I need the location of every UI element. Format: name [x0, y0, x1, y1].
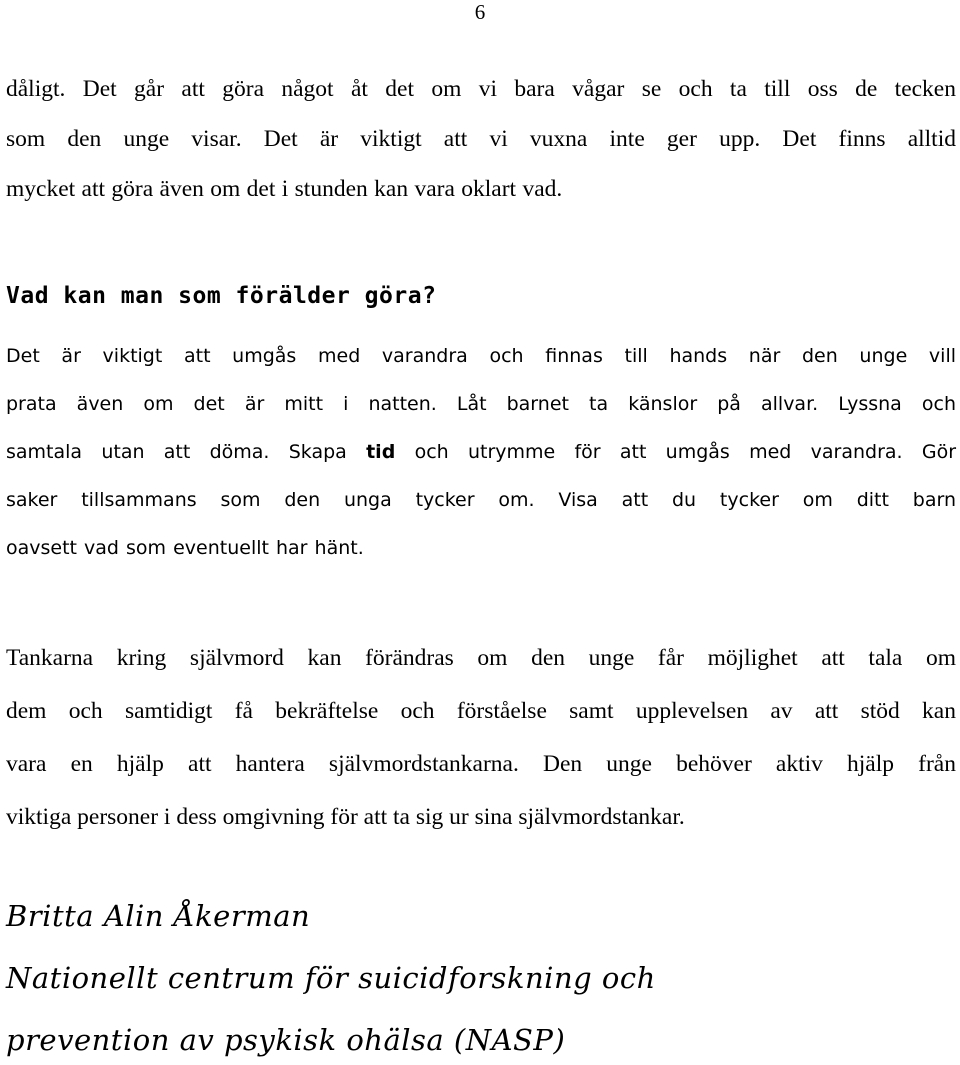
paragraph-line: mycket att göra även om det i stunden kan vara oklart vad.: [6, 176, 563, 202]
emphasis-word: tid: [366, 441, 396, 463]
paragraph-line: viktiga personer i dess omgivning för att ta sig ur sina självmordstankar.: [6, 804, 685, 830]
organization-line-1: Nationellt centrum för suicidforskning och: [6, 961, 656, 995]
organization-line-2: prevention av psykisk ohälsa (NASP): [6, 1023, 566, 1057]
page-number: 6: [474, 0, 486, 24]
paragraph-line: Det är viktigt att umgås med varandra och finnas till hands när den unge vill: [6, 345, 956, 367]
author-name: Britta Alin Åkerman: [6, 899, 311, 933]
paragraph-line: Tankarna kring självmord kan förändras om den unge får möjlighet att tala om: [6, 645, 956, 671]
paragraph-line: [6, 428, 956, 476]
paragraph-line: dem och samtidigt få bekräftelse och förståelse samt upplevelsen av att stöd kan: [6, 698, 956, 724]
section-heading: Vad kan man som förälder göra?: [6, 283, 437, 309]
paragraph-line: dåligt. Det går att göra något åt det om vi bara vågar se och ta till oss de tecken: [6, 76, 956, 102]
paragraph-line: oavsett vad som eventuellt har hänt.: [6, 537, 364, 559]
paragraph-line: vara en hjälp att hantera självmordstankarna. Den unge behöver aktiv hjälp från: [6, 751, 956, 777]
text-segment: samtala utan att döma. Skapa: [6, 441, 367, 463]
paragraph-thoughts: [6, 632, 956, 844]
paragraph-line: saker tillsammans som den unga tycker om. Visa att du tycker om ditt barn: [6, 489, 956, 511]
paragraph-parent-advice: [6, 332, 956, 572]
paragraph-intro: [6, 64, 956, 214]
paragraph-line: prata även om det är mitt i natten. Låt barnet ta känslor på allvar. Lyssna och: [6, 393, 956, 415]
paragraph-line: som den unge visar. Det är viktigt att vi vuxna inte ger upp. Det finns alltid: [6, 126, 956, 152]
text-segment: och utrymme för att umgås med varandra. Gör: [395, 441, 957, 463]
